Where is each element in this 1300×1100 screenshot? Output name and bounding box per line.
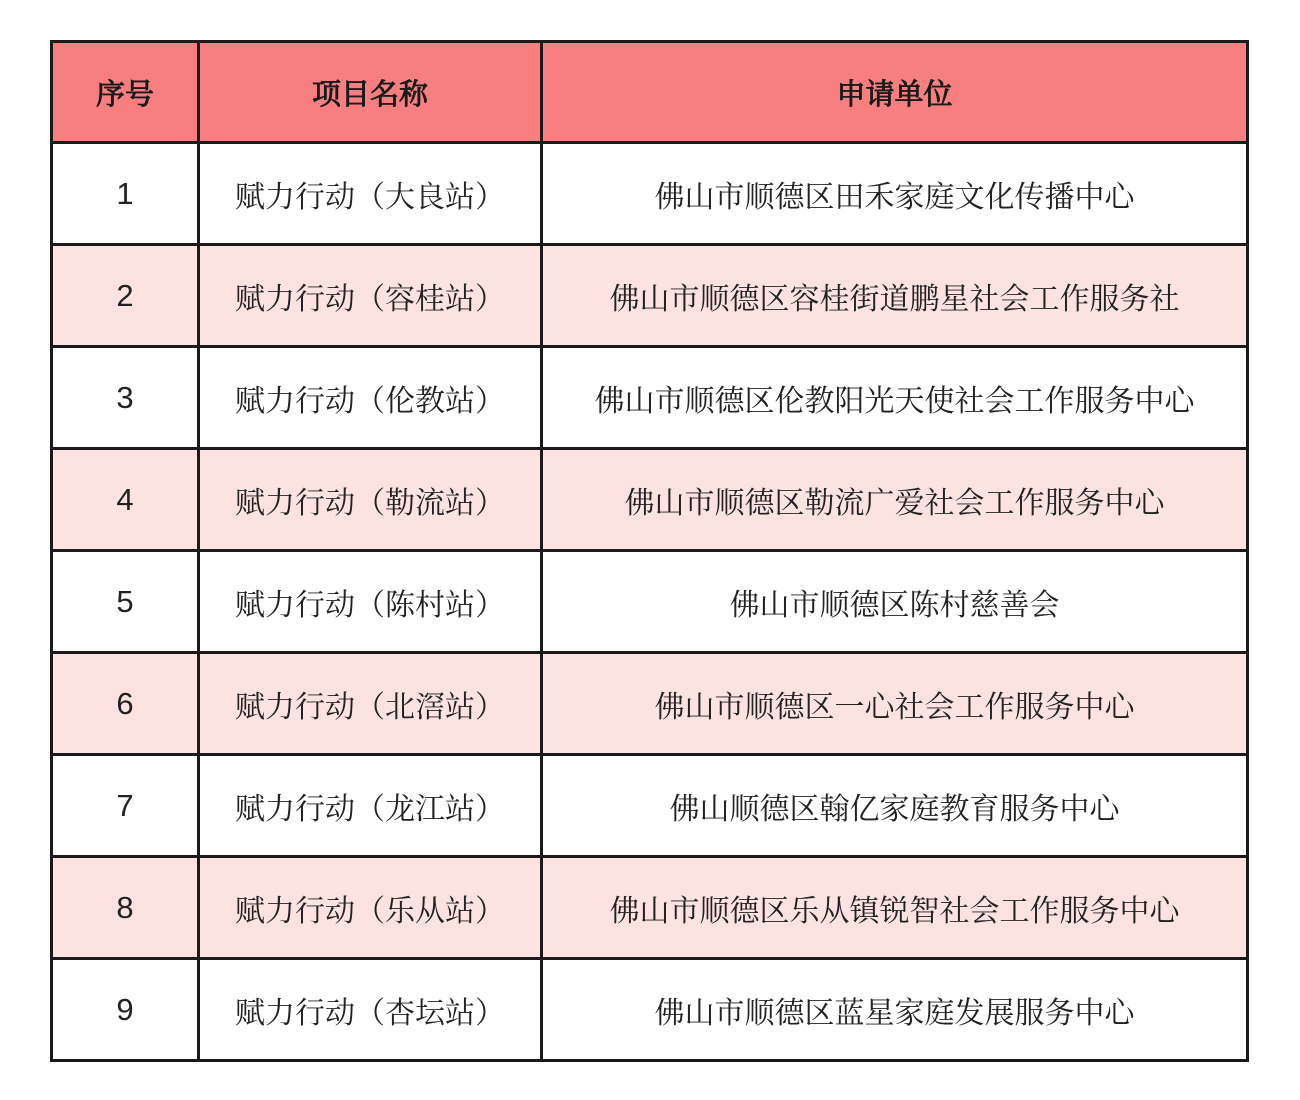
cell-serial-number: 2	[52, 245, 199, 347]
cell-project-name: 赋力行动（乐从站）	[199, 857, 542, 959]
cell-project-name: 赋力行动（容桂站）	[199, 245, 542, 347]
cell-project-name: 赋力行动（北滘站）	[199, 653, 542, 755]
header-applicant-unit: 申请单位	[542, 42, 1248, 143]
cell-serial-number: 7	[52, 755, 199, 857]
table-row	[52, 449, 1248, 551]
cell-applicant-unit: 佛山市顺德区勒流广爱社会工作服务中心	[542, 449, 1248, 551]
header-row	[52, 42, 1248, 143]
cell-applicant-unit: 佛山市顺德区一心社会工作服务中心	[542, 653, 1248, 755]
project-table	[50, 40, 1249, 1062]
table-row	[52, 347, 1248, 449]
table-row	[52, 959, 1248, 1061]
cell-project-name: 赋力行动（陈村站）	[199, 551, 542, 653]
table-row	[52, 143, 1248, 245]
cell-serial-number: 1	[52, 143, 199, 245]
cell-project-name: 赋力行动（大良站）	[199, 143, 542, 245]
cell-applicant-unit: 佛山市顺德区田禾家庭文化传播中心	[542, 143, 1248, 245]
cell-applicant-unit: 佛山顺德区翰亿家庭教育服务中心	[542, 755, 1248, 857]
table-row	[52, 755, 1248, 857]
cell-applicant-unit: 佛山市顺德区伦教阳光天使社会工作服务中心	[542, 347, 1248, 449]
cell-project-name: 赋力行动（龙江站）	[199, 755, 542, 857]
project-table-container	[50, 40, 1246, 1062]
cell-serial-number: 8	[52, 857, 199, 959]
cell-serial-number: 3	[52, 347, 199, 449]
cell-applicant-unit: 佛山市顺德区乐从镇锐智社会工作服务中心	[542, 857, 1248, 959]
cell-serial-number: 5	[52, 551, 199, 653]
cell-project-name: 赋力行动（勒流站）	[199, 449, 542, 551]
cell-serial-number: 6	[52, 653, 199, 755]
cell-applicant-unit: 佛山市顺德区容桂街道鹏星社会工作服务社	[542, 245, 1248, 347]
cell-serial-number: 4	[52, 449, 199, 551]
table-row	[52, 245, 1248, 347]
cell-project-name: 赋力行动（伦教站）	[199, 347, 542, 449]
header-serial-number: 序号	[52, 42, 199, 143]
table-row	[52, 857, 1248, 959]
table-row	[52, 551, 1248, 653]
cell-applicant-unit: 佛山市顺德区陈村慈善会	[542, 551, 1248, 653]
cell-applicant-unit: 佛山市顺德区蓝星家庭发展服务中心	[542, 959, 1248, 1061]
cell-project-name: 赋力行动（杏坛站）	[199, 959, 542, 1061]
table-row	[52, 653, 1248, 755]
header-project-name: 项目名称	[199, 42, 542, 143]
cell-serial-number: 9	[52, 959, 199, 1061]
